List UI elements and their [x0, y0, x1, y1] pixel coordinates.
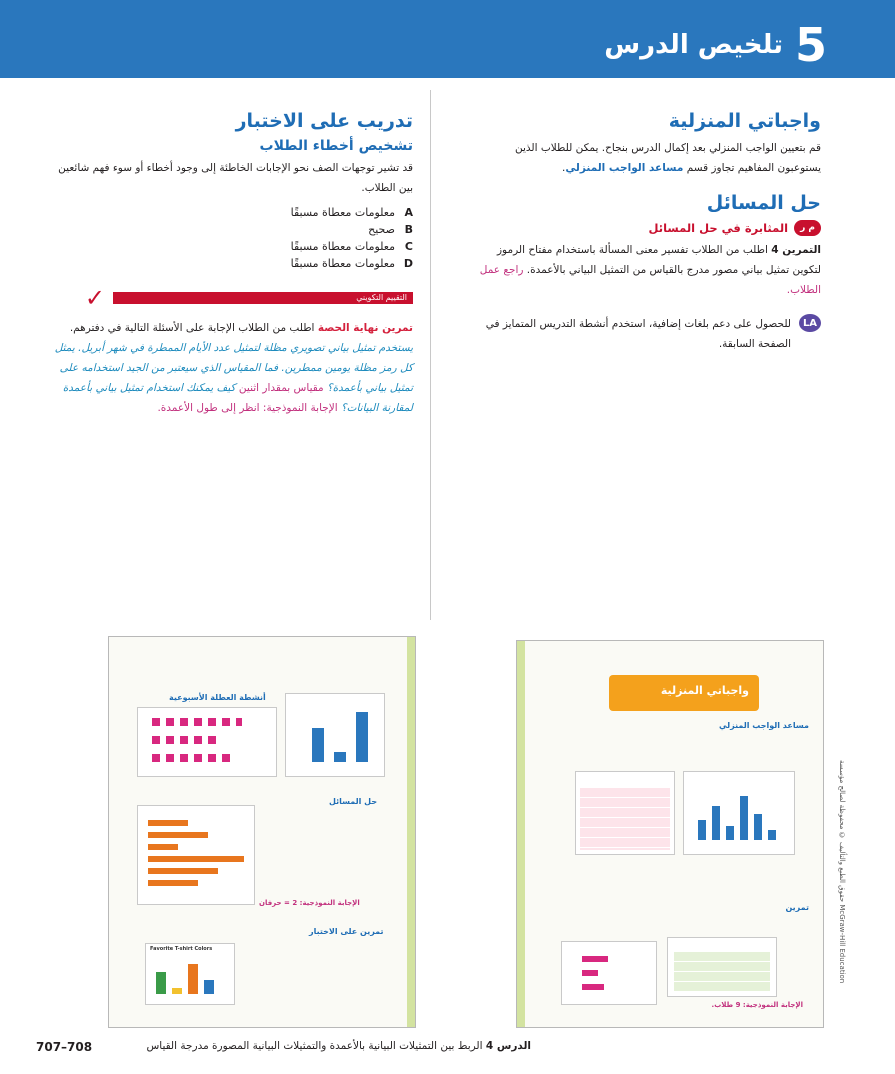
exercise-body: اطلب من الطلاب تفسير معنى المسألة باستخدام مفتاح الرموز لتكوين تمثيل بياني مصور مدرج بالقياس من التمثيل البياني بالأعمدة. [496, 244, 821, 276]
tshirt-chart-title: Favorite T-shirt Colors [150, 946, 213, 952]
thumb-left-answer: الإجابة النموذجية: 2 = حرفان [259, 899, 360, 907]
homework-end: . [561, 162, 566, 174]
footer-lesson-label: الدرس 4 [485, 1040, 531, 1052]
answer-options [43, 204, 413, 272]
lesson-step-number: 5 [794, 18, 827, 72]
formative-assessment-bar: التقييم التكويني [113, 292, 413, 304]
thumb-left-heading-test: تمرين على الاختبار [309, 927, 384, 936]
header-band [0, 0, 895, 78]
exercise-label: التمرين 4 [771, 244, 821, 256]
page-edge-strip-left [517, 641, 525, 1027]
exit-ticket-q2: كيف يمكنك استخدام تمثيل بياني بأعمدة لمقارنة البيانات؟ [62, 382, 413, 414]
exit-ticket-intro: اطلب من الطلاب الإجابة على الأسئلة التالية في دفترهم. [69, 322, 315, 334]
exercise-ref: راجع عمل الطلاب. [479, 264, 821, 296]
page-title: تلخيص الدرس [604, 30, 783, 60]
student-page-thumbnail-left [108, 636, 416, 1028]
column-divider [430, 90, 431, 620]
exercise-4-text [476, 240, 821, 300]
homework-banner: واجباتي المنزلية [609, 675, 759, 711]
perseverance-tag [476, 220, 821, 236]
test-practice-heading: تدريب على الاختبار [235, 110, 413, 132]
thumb-right-heading-practice: تمرين [785, 903, 809, 912]
homework-helper-link[interactable]: مساعد الواجب المنزلي [565, 162, 684, 174]
homework-body [476, 138, 821, 178]
right-column [476, 110, 821, 354]
activity-table-box [575, 771, 675, 855]
exit-ticket-a1: مقياس بمقدار اثنين [238, 382, 324, 394]
footer-lesson-title: الربط بين التمثيلات البيانية بالأعمدة والتمثيلات البيانية المصورة مدرجة القياس [146, 1040, 483, 1052]
footer-lesson [146, 1040, 531, 1052]
exit-ticket-q1: يستخدم تمثيل بياني تصويري مظلة لتمثيل عدد الأيام الممطرة في شهر أبريل. يمثل كل رمز مظلة يومين ممطرين. فما المقياس الذي سيعتبر من الجيد استخدامه على تمثيل بياني بأعمدة؟ [54, 342, 413, 394]
diagnose-errors-heading: تشخيص أخطاء الطلاب [259, 138, 413, 154]
checkmark-icon: ✓ [84, 284, 105, 312]
tshirt-chart-box [145, 943, 235, 1005]
la-note [476, 314, 821, 354]
page-edge-strip [407, 637, 415, 1027]
exit-ticket-a2: الإجابة النموذجية: انظر إلى طول الأعمدة. [157, 402, 338, 414]
option-d: D معلومات معطاة مسبقًا [290, 257, 413, 270]
left-column [43, 110, 413, 418]
perseverance-label: المثابرة في حل المسائل [648, 221, 789, 235]
thumb-right-answer: الإجابة النموذجية: 9 طلاب. [711, 1001, 803, 1009]
diagnose-body: قد تشير توجهات الصف نحو الإجابات الخاطئة إلى وجود أخطاء أو سوء فهم شائعين بين الطلاب. [58, 162, 413, 194]
vertical-bar-graph [683, 771, 795, 855]
copyright-side-note: حقوق الطبع والتأليف © محفوظة لصالح مؤسسة McGraw-Hill Education [838, 760, 846, 984]
page-footer [0, 1040, 895, 1060]
footer-page-numbers: 707–708 [36, 1040, 93, 1054]
student-page-thumbnail-right [516, 640, 824, 1028]
header-title-wrap [604, 18, 827, 72]
horizontal-bar-graph [137, 805, 255, 905]
exit-ticket-banner [43, 284, 413, 312]
option-c: C معلومات معطاة مسبقًا [290, 240, 413, 253]
practice-badge: م ر [794, 220, 821, 236]
pictograph-box [137, 707, 277, 777]
la-badge: LA [799, 314, 821, 332]
homework-text: قم بتعيين الواجب المنزلي بعد إكمال الدرس بنجاح. يمكن للطلاب الذين يستوعبون المفاهيم تجاوز قسم [514, 142, 821, 174]
thumb-right-heading-helper: مساعد الواجب المنزلي [719, 721, 809, 730]
bar-graph-box [285, 693, 385, 777]
option-b: B صحيح [368, 223, 413, 236]
option-a: A معلومات معطاة مسبقًا [290, 206, 413, 219]
problem-solving-heading: حل المسائل [706, 192, 821, 214]
thumb-left-heading-problem-solving: حل المسائل [329, 797, 378, 806]
exit-ticket-label: تمرين نهاية الحصة [317, 322, 413, 334]
homework-heading: واجباتي المنزلية [668, 110, 821, 132]
practice-table-box [667, 937, 777, 997]
la-text: للحصول على دعم بلغات إضافية، استخدم أنشطة التدريس المتمايز في الصفحة السابقة. [485, 318, 791, 350]
thumb-left-heading-activities: أنشطة العطلة الأسبوعية [169, 693, 266, 702]
practice-bar-graph [561, 941, 657, 1005]
exit-ticket-body [43, 318, 413, 418]
